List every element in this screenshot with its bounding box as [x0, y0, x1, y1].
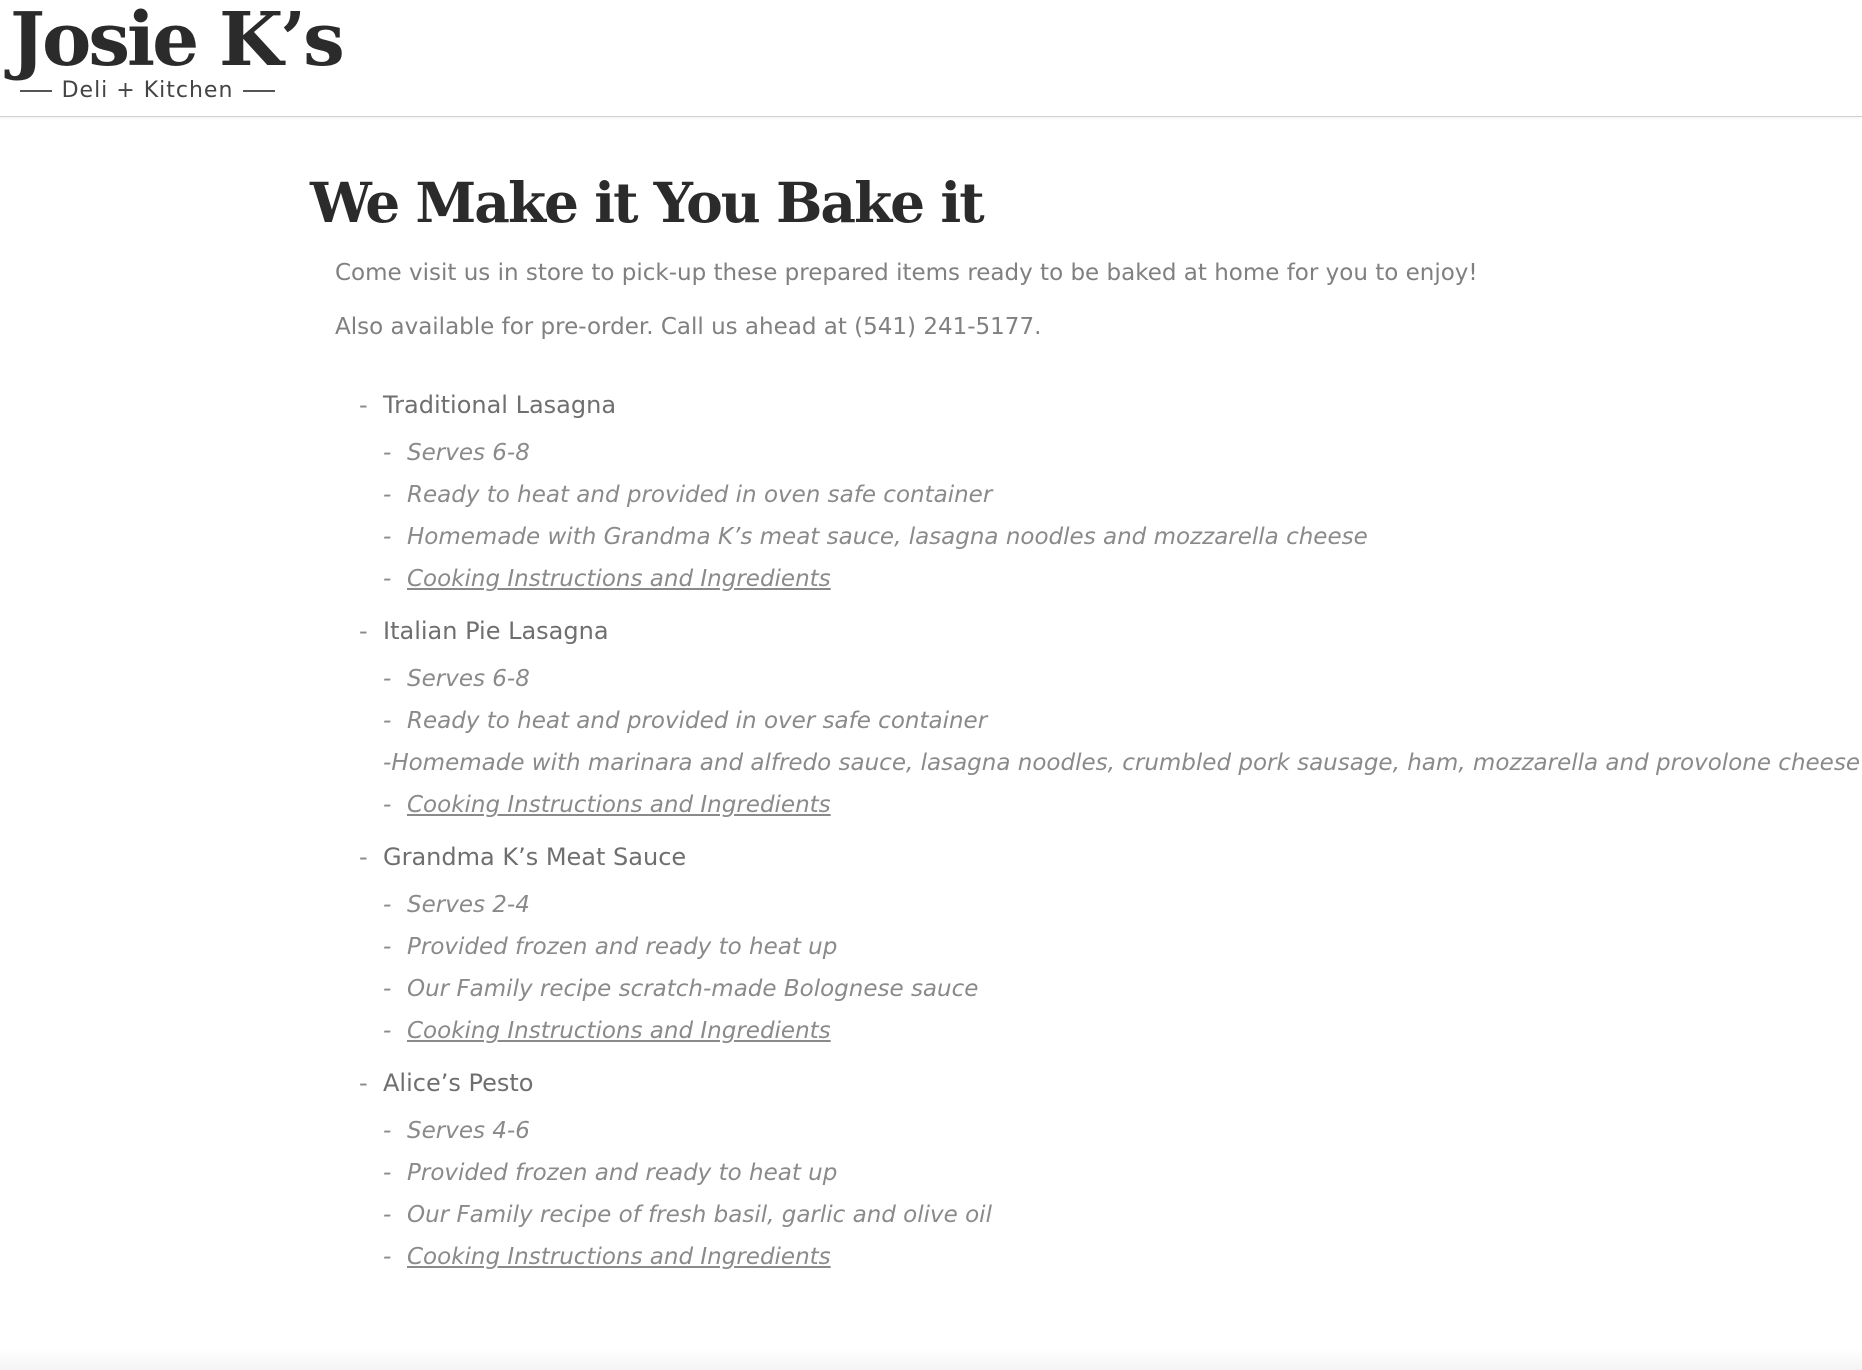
product-name-text: Italian Pie Lasagna [383, 617, 609, 645]
logo-tagline [10, 80, 285, 102]
detail-text: Ready to heat and provided in over safe container [407, 708, 988, 734]
site-logo[interactable] [10, 0, 342, 103]
bullet-dash: - [383, 524, 392, 550]
detail-ingredients [383, 748, 1860, 778]
detail-text: Homemade with Grandma K’s meat sauce, lasagna noodles and mozzarella cheese [407, 524, 1368, 550]
page-title: We Make it You Bake it [310, 170, 983, 235]
detail-text: Serves 4-6 [407, 1118, 530, 1144]
tagline-rule-right [243, 90, 275, 92]
bullet-dash: - [383, 482, 392, 508]
bullet-dash: - [383, 976, 392, 1002]
product-alices-pesto [359, 1068, 1850, 1272]
detail-serves [383, 1116, 1850, 1146]
product-grandma-meat-sauce [359, 842, 1850, 1046]
product-name-text: Alice’s Pesto [383, 1069, 534, 1097]
tagline-rule-left [20, 90, 52, 92]
detail-text: Serves 6-8 [407, 666, 530, 692]
bullet-dash: - [383, 1118, 392, 1144]
product-traditional-lasagna [359, 390, 1850, 594]
bullet-dash: - [383, 566, 392, 592]
product-italian-pie-lasagna [359, 616, 1860, 820]
detail-text: Serves 6-8 [407, 440, 530, 466]
bullet-dash: - [383, 440, 392, 466]
product-details [383, 438, 1850, 594]
cooking-instructions-link[interactable]: Cooking Instructions and Ingredients [407, 566, 831, 592]
detail-text: Provided frozen and ready to heat up [407, 1160, 838, 1186]
bullet-dash: - [359, 843, 368, 871]
product-name [359, 390, 1850, 420]
detail-text: Provided frozen and ready to heat up [407, 934, 838, 960]
cooking-instructions-link[interactable]: Cooking Instructions and Ingredients [407, 792, 831, 818]
cooking-instructions-link[interactable]: Cooking Instructions and Ingredients [407, 1244, 831, 1270]
main-content [310, 170, 1860, 1294]
detail-container [383, 480, 1850, 510]
bullet-dash: - [383, 1244, 392, 1270]
bullet-dash: - [383, 1202, 392, 1228]
detail-serves [383, 438, 1850, 468]
product-name-text: Grandma K’s Meat Sauce [383, 843, 687, 871]
detail-ingredients [383, 522, 1850, 552]
product-name [359, 1068, 1850, 1098]
detail-link-row [383, 1242, 1850, 1272]
detail-text: Serves 2-4 [407, 892, 530, 918]
detail-ingredients [383, 974, 1850, 1004]
intro-text: Come visit us in store to pick-up these prepared items ready to be baked at home for you to enjoy! [335, 260, 1478, 286]
detail-text: Our Family recipe scratch-made Bolognese sauce [407, 976, 979, 1002]
bullet-dash: - [383, 1018, 392, 1044]
detail-link-row [383, 1016, 1850, 1046]
detail-link-row [383, 564, 1850, 594]
bullet-dash: - [359, 617, 368, 645]
logo-name: Josie K’s [10, 0, 342, 83]
product-details [383, 664, 1860, 820]
bullet-dash: - [359, 1069, 368, 1097]
detail-serves [383, 664, 1850, 694]
detail-text: Ready to heat and provided in oven safe container [407, 482, 993, 508]
detail-serves [383, 890, 1850, 920]
detail-text: Our Family recipe of fresh basil, garlic and olive oil [407, 1202, 992, 1228]
bullet-dash: - [383, 1160, 392, 1186]
detail-link-row [383, 790, 1850, 820]
product-details [383, 890, 1850, 1046]
product-name [359, 842, 1850, 872]
bullet-dash: - [383, 892, 392, 918]
preorder-text: Also available for pre-order. Call us ahead at (541) 241-5177. [335, 314, 1042, 340]
detail-container [383, 706, 1850, 736]
product-details [383, 1116, 1850, 1272]
detail-container [383, 932, 1850, 962]
bullet-dash: - [383, 934, 392, 960]
bullet-dash: - [383, 666, 392, 692]
bullet-dash: - [383, 792, 392, 818]
bullet-dash: - [359, 391, 368, 419]
page-bottom-shade [0, 1348, 1862, 1370]
bullet-dash: - [383, 750, 392, 776]
detail-ingredients [383, 1200, 1850, 1230]
detail-text: Homemade with marinara and alfredo sauce, lasagna noodles, crumbled pork sausage, ham, mozzarella and provolone cheese [391, 750, 1860, 776]
product-name [359, 616, 1850, 646]
bullet-dash: - [383, 708, 392, 734]
product-name-text: Traditional Lasagna [383, 391, 617, 419]
cooking-instructions-link[interactable]: Cooking Instructions and Ingredients [407, 1018, 831, 1044]
site-header [0, 0, 1862, 117]
logo-tagline-text: Deli + Kitchen [61, 78, 234, 103]
detail-container [383, 1158, 1850, 1188]
